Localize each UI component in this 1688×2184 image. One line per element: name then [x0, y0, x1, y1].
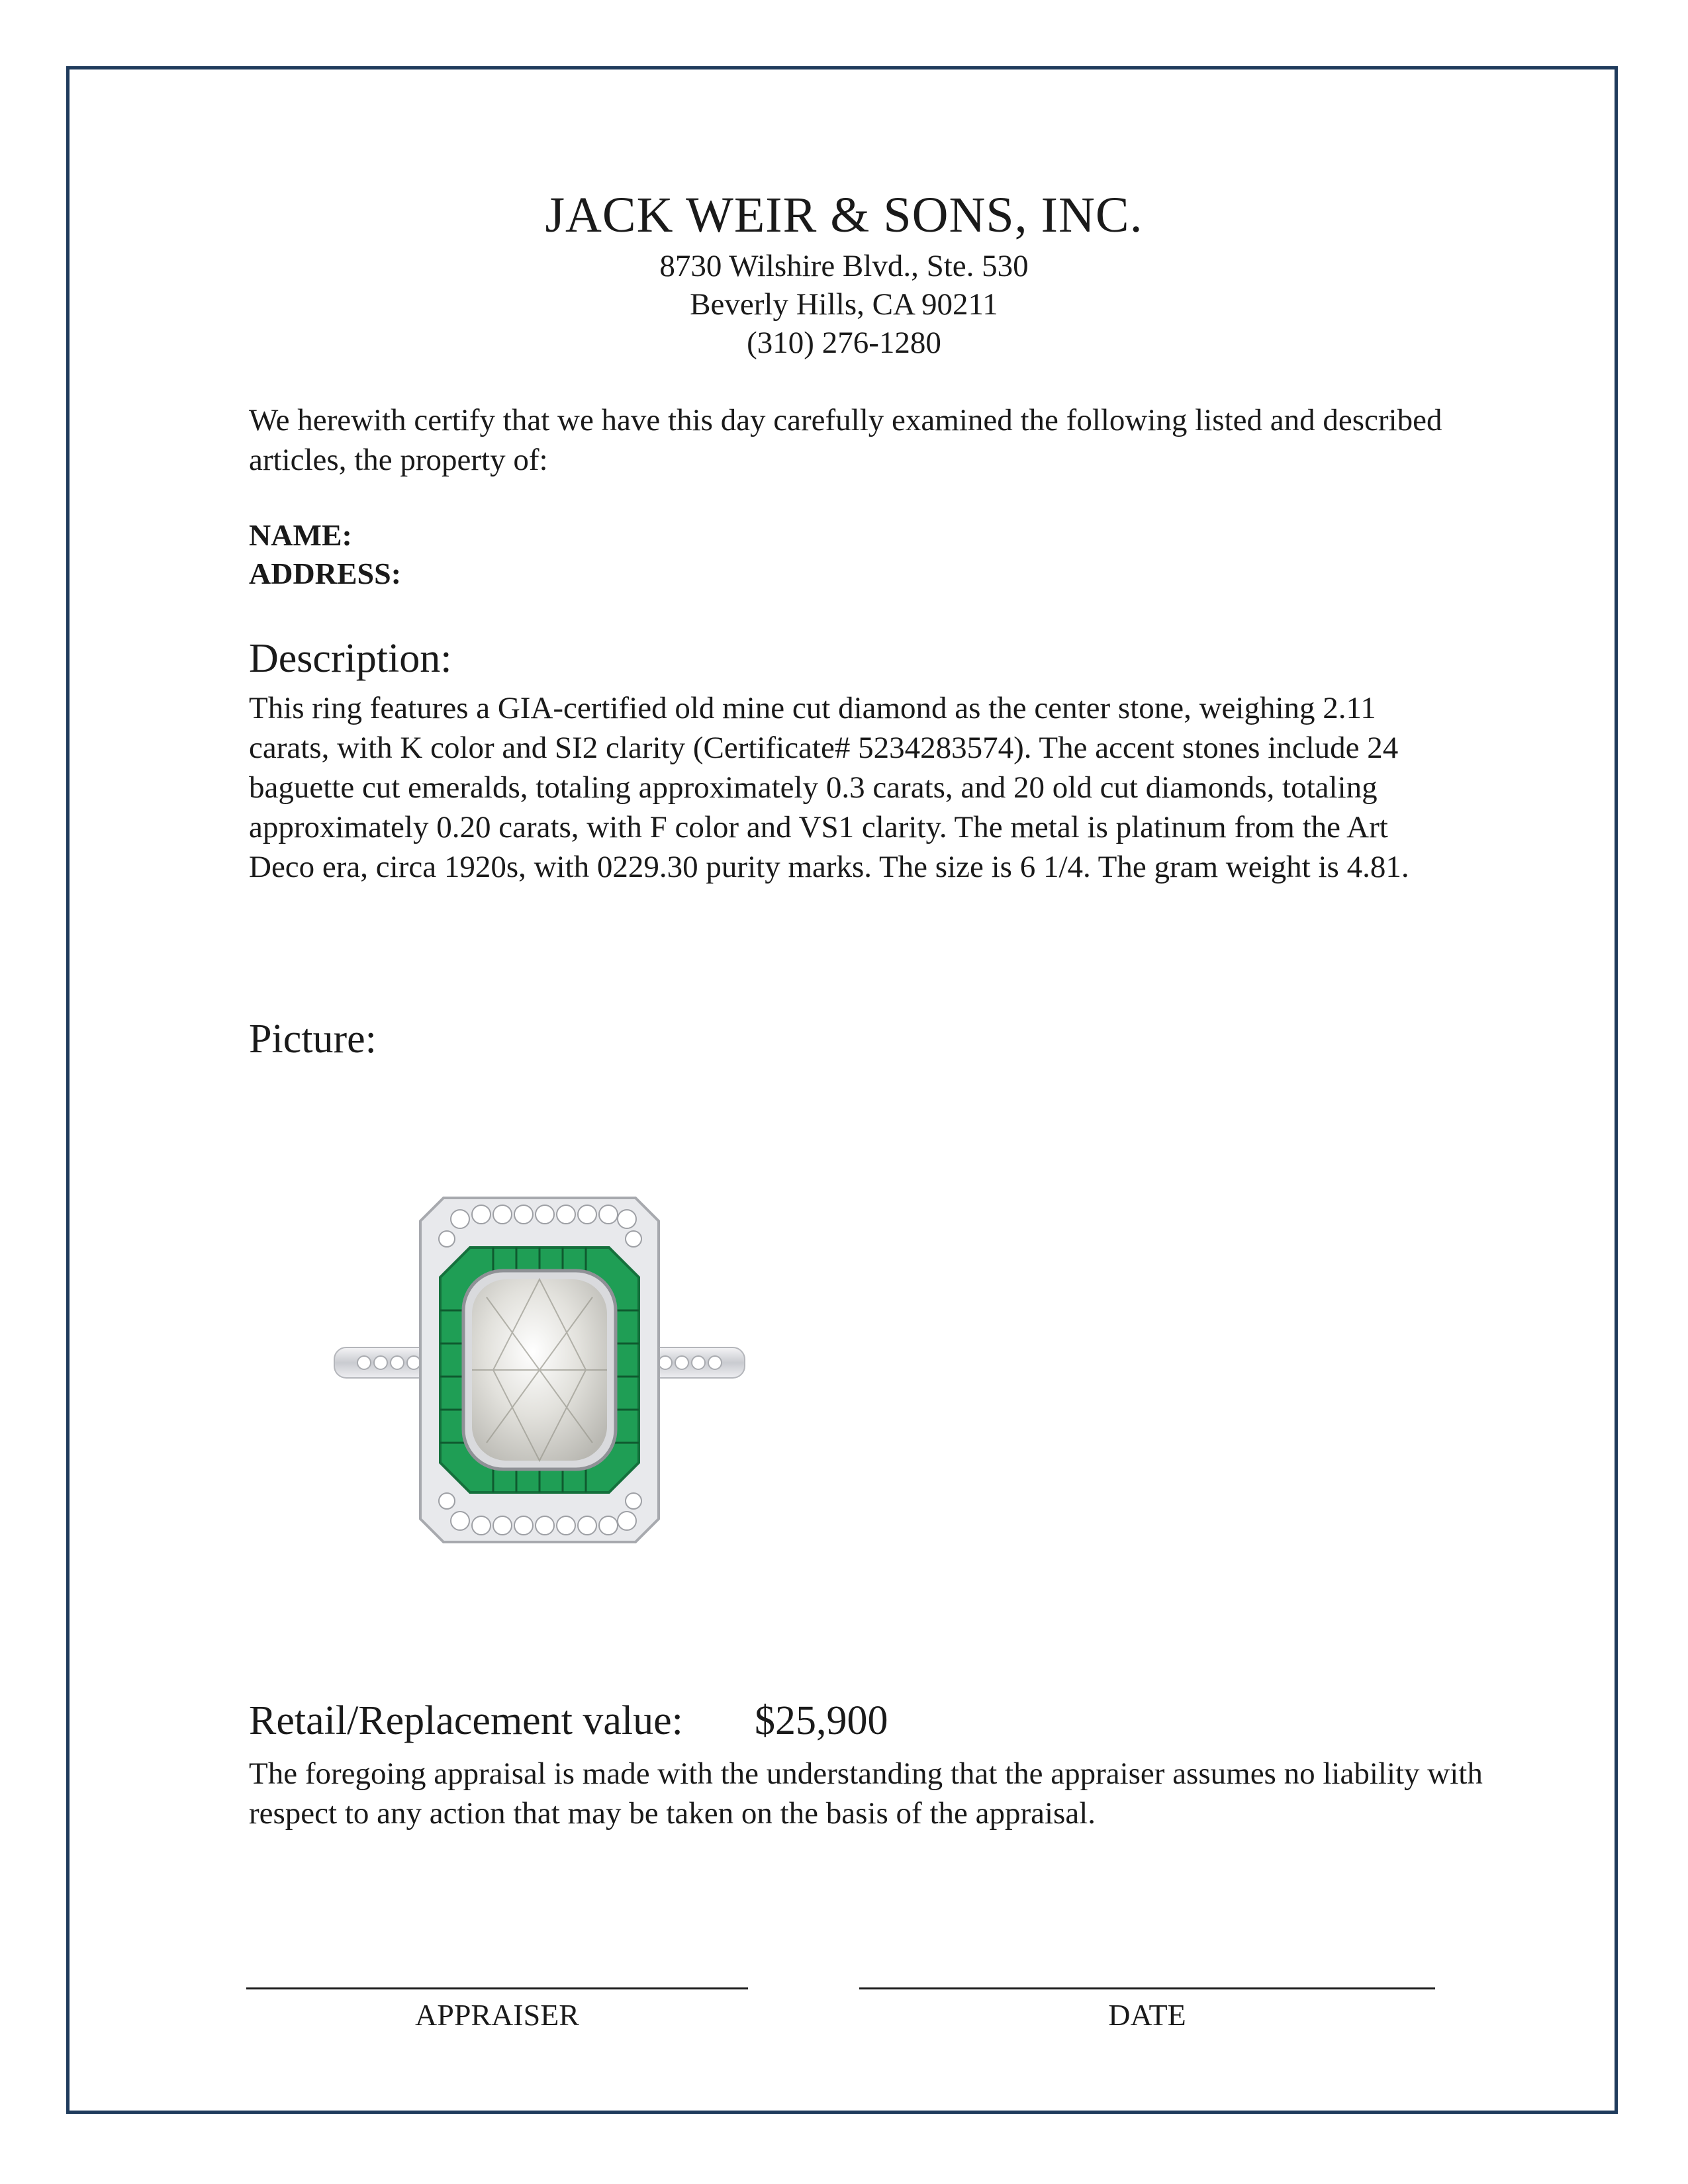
name-label: NAME: [249, 518, 352, 552]
ring-icon [328, 1185, 751, 1555]
company-phone: (310) 276-1280 [747, 326, 941, 360]
date-label: DATE [1108, 1998, 1186, 2032]
description-heading: Description: [249, 636, 452, 681]
disclaimer-text: The foregoing appraisal is made with the understanding that the appraiser assumes no liability with respect to any action that may be taken on the basis of the appraisal. [249, 1756, 1483, 1831]
company-address-line1: 8730 Wilshire Blvd., Ste. 530 [659, 249, 1029, 283]
certification-text: We herewith certify that we have this day carefully examined the following listed and described articles, the property of: [249, 403, 1442, 477]
ring-photo [328, 1185, 751, 1555]
company-name: JACK WEIR & SONS, INC. [545, 187, 1143, 243]
appraiser-signature-line [246, 1987, 748, 1989]
appraiser-label: APPRAISER [415, 1998, 579, 2032]
value-amount: $25,900 [755, 1698, 888, 1743]
value-label: Retail/Replacement value: [249, 1698, 683, 1743]
picture-heading: Picture: [249, 1017, 377, 1062]
address-label: ADDRESS: [249, 557, 402, 590]
date-signature-line [859, 1987, 1435, 1989]
description-body: This ring features a GIA-certified old mine cut diamond as the center stone, weighing 2.11 carats, with K color and SI2 clarity (Certificate# 5234283574). The accent stones include 24 baguette cut emeralds, totaling approximately 0.3 carats, and 20 old cut diamonds, totaling approximately 0.20 carats, with F color and VS1 clarity. The metal is platinum from the Art Deco era, circa 1920s, with 0229.30 purity marks. The size is 6 1/4. The gram weight is 4.81. [249, 691, 1409, 884]
company-address-line2: Beverly Hills, CA 90211 [690, 287, 998, 322]
